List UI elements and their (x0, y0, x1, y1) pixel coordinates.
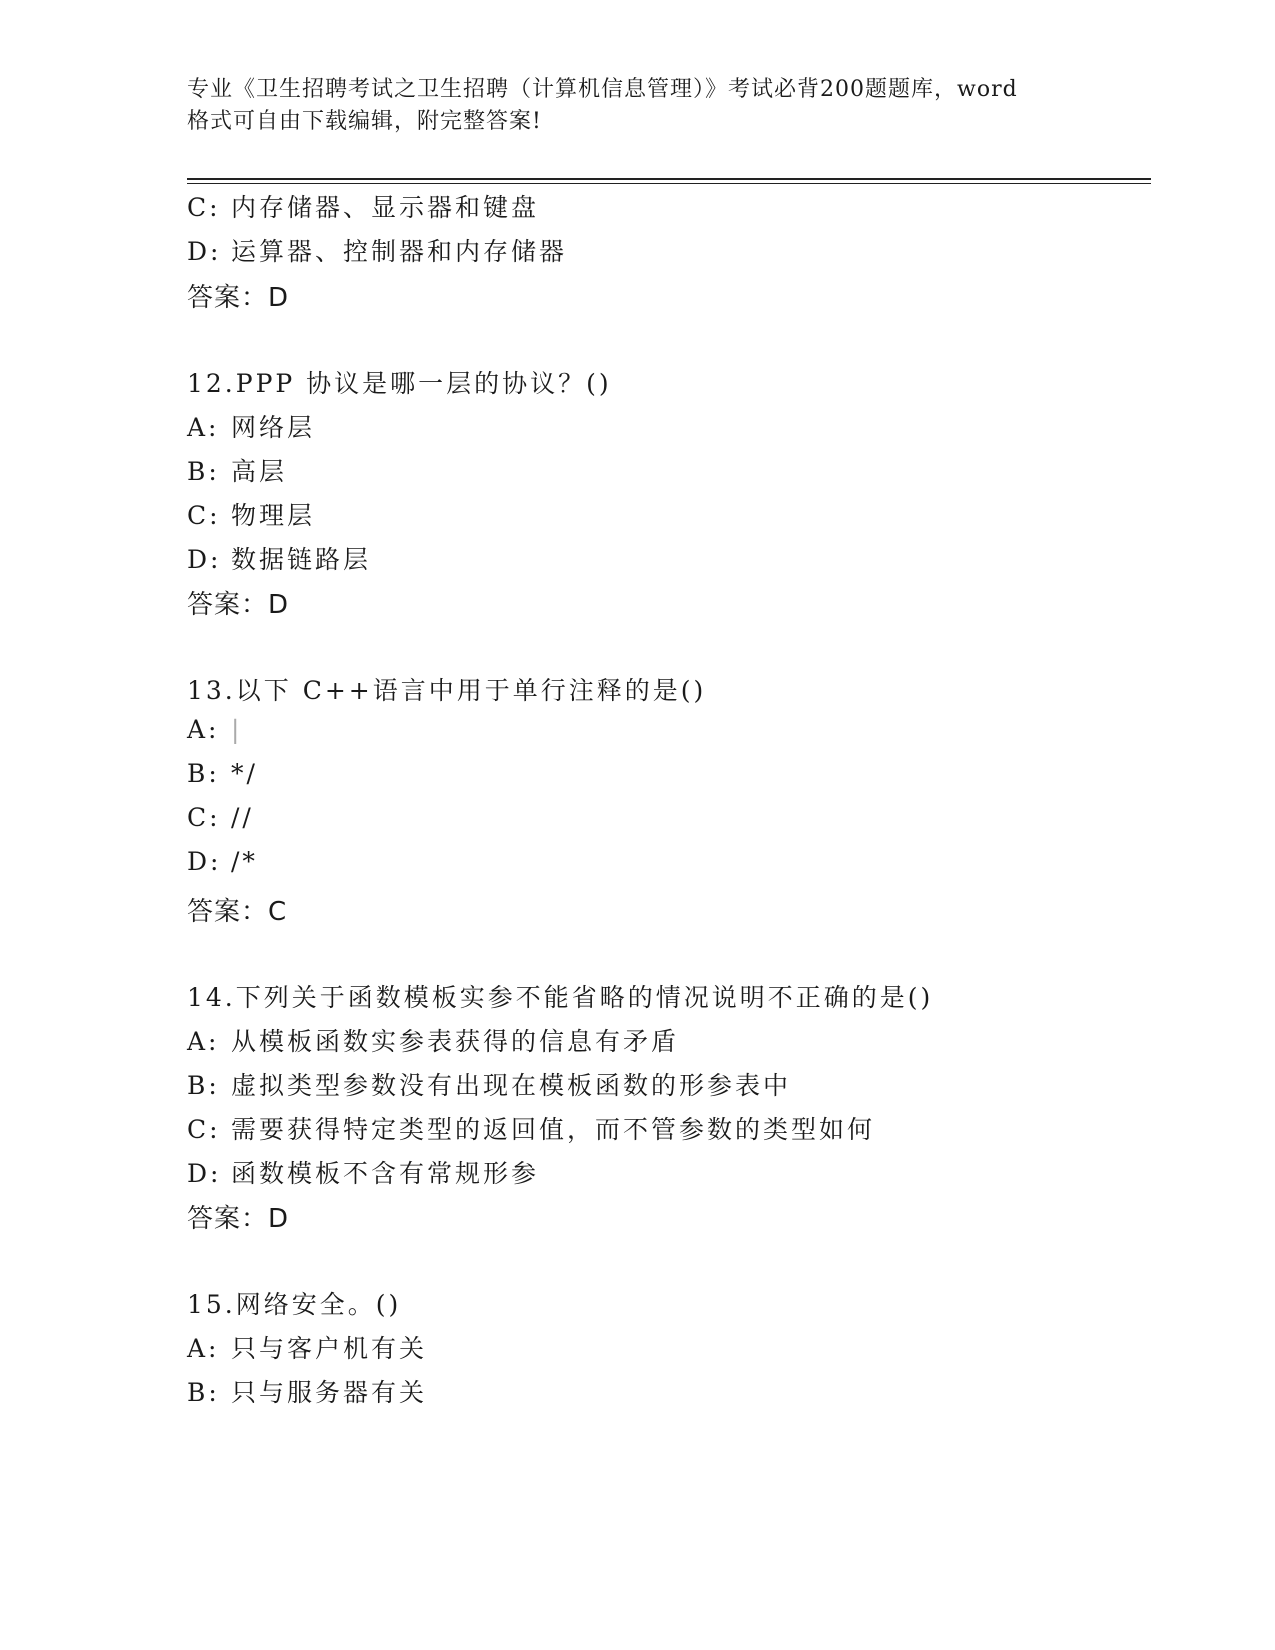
q13-option-a (187, 715, 242, 744)
q13-stem: 13.以下 C++语言中用于单行注释的是() (187, 676, 707, 705)
option-text: 虚拟类型参数没有出现在模板函数的形参表中 (231, 1071, 792, 1100)
option-text: 内存储器、显示器和键盘 (231, 193, 540, 222)
q12-option-c (187, 496, 315, 532)
option-letter: C: (187, 1115, 221, 1144)
header-divider-thick (187, 178, 1151, 180)
option-text: 从模板函数实参表获得的信息有矛盾 (231, 1027, 680, 1056)
q14-option-b (187, 1066, 791, 1102)
option-letter: C: (187, 803, 221, 832)
option-letter: C: (187, 193, 221, 222)
q14-stem: 14.下列关于函数模板实参不能省略的情况说明不正确的是() (187, 983, 934, 1012)
option-letter: B: (187, 457, 220, 486)
q13-option-c (187, 803, 254, 832)
option-text: 高层 (231, 457, 288, 486)
q14-option-c (187, 1110, 875, 1146)
q12-stem: 12.PPP 协议是哪一层的协议？() (187, 369, 612, 398)
option-text: 数据链路层 (231, 545, 372, 574)
option-text: 物理层 (231, 501, 316, 530)
document-header (187, 74, 1087, 138)
option-text: */ (231, 759, 258, 788)
option-letter: B: (187, 1378, 220, 1407)
option-letter: D: (187, 847, 222, 876)
option-letter: A: (187, 1027, 220, 1056)
q13-option-b (187, 759, 258, 788)
q11-option-c (187, 188, 539, 224)
q12-option-d (187, 540, 371, 576)
q12-option-b (187, 452, 287, 488)
option-text: /* (231, 847, 258, 876)
q11-answer: 答案：D (187, 283, 290, 313)
q13-answer: 答案：C (187, 897, 288, 927)
option-text: 只与客户机有关 (231, 1334, 428, 1363)
option-letter: D: (187, 237, 222, 266)
option-letter: D: (187, 1159, 222, 1188)
option-text: 只与服务器有关 (231, 1378, 428, 1407)
header-divider-thin (187, 183, 1151, 184)
q11-option-d (187, 232, 567, 268)
option-text: 运算器、控制器和内存储器 (231, 237, 568, 266)
option-letter: B: (187, 1071, 220, 1100)
option-letter: A: (187, 715, 220, 744)
option-letter: B: (187, 759, 220, 788)
q12-option-a (187, 408, 315, 444)
option-letter: A: (187, 413, 220, 442)
q12-answer: 答案：D (187, 590, 290, 620)
q15-option-a (187, 1329, 427, 1365)
option-text: | (231, 715, 243, 744)
option-text: 网络层 (231, 413, 316, 442)
q13-option-d (187, 847, 258, 876)
option-letter: A: (187, 1334, 220, 1363)
q15-stem: 15.网络安全。() (187, 1290, 402, 1319)
option-letter: D: (187, 545, 222, 574)
header-line-2: 格式可自由下载编辑，附完整答案! (187, 109, 542, 134)
option-text: 需要获得特定类型的返回值，而不管参数的类型如何 (231, 1115, 876, 1144)
header-line-1: 专业《卫生招聘考试之卫生招聘（计算机信息管理）》考试必背200题题库，word (187, 77, 1018, 102)
q14-answer: 答案：D (187, 1204, 290, 1234)
q14-option-d (187, 1154, 539, 1190)
q15-option-b (187, 1373, 427, 1409)
option-letter: C: (187, 501, 221, 530)
option-text: 函数模板不含有常规形参 (231, 1159, 540, 1188)
q14-option-a (187, 1022, 679, 1058)
option-text: // (231, 803, 254, 832)
